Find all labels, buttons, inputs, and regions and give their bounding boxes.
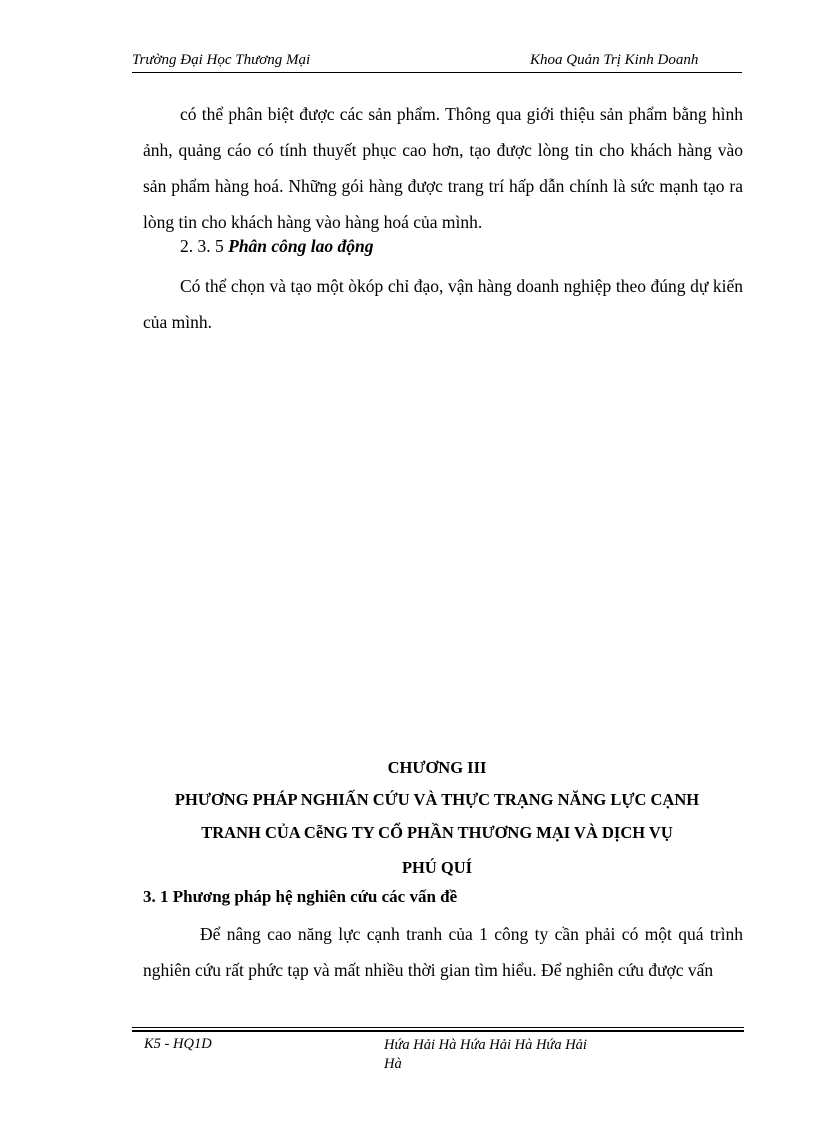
footer-author: Hứa Hải Hà Hứa Hải Hà Hứa Hải Hà — [384, 1037, 587, 1072]
section-heading: 3. 1 Phương pháp hệ nghiên cứu các vấn đề — [143, 887, 458, 906]
footer-rule-thin — [132, 1027, 744, 1028]
subsection-heading — [180, 236, 374, 257]
page-header — [132, 52, 742, 76]
subsection-title: Phân công lao động — [228, 236, 374, 256]
footer-rule-thick — [132, 1030, 744, 1032]
chapter-title-line-1: PHƯƠNG PHÁP NGHIẤN CỨU VÀ THỰC TRẠNG NĂNG LỰC CẠNH — [174, 790, 700, 809]
paragraph-3: Để nâng cao năng lực cạnh tranh của 1 công ty cần phải có một quá trình nghiên cứu rất phức tạp và mất nhiều thời gian tìm hiểu. Để nghiên cứu được vấn — [143, 924, 743, 980]
chapter-title-line-2: TRANH CỦA CễNG TY CỔ PHẦN THƯƠNG MẠI VÀ DỊCH VỤ — [201, 823, 673, 842]
chapter-label: CHƯƠNG III — [387, 758, 487, 777]
chapter-title-line-3: PHÚ QUÍ — [401, 858, 473, 877]
footer-class: K5 - HQ1D — [144, 1036, 212, 1052]
header-school: Trường Đại Học Thương Mại — [132, 52, 311, 68]
paragraph-2: Có thể chọn và tạo một òkóp chỉ đạo, vận hàng doanh nghiệp theo đúng dự kiến của mình. — [143, 276, 743, 332]
header-rule — [132, 72, 742, 73]
subsection-number: 2. 3. 5 — [180, 236, 229, 256]
header-faculty: Khoa Quản Trị Kinh Doanh — [530, 52, 699, 68]
paragraph-1: có thể phân biệt được các sản phẩm. Thông qua giới thiệu sản phẩm bằng hình ảnh, quảng cáo có tính thuyết phục cao hơn, tạo được lòng tin cho khách hàng vào sản phẩm hàng hoá. Những gói hàng được trang trí hấp dẫn chính là sức mạnh tạo ra lòng tin cho khách hàng vào hàng hoá của mình. — [143, 104, 743, 232]
